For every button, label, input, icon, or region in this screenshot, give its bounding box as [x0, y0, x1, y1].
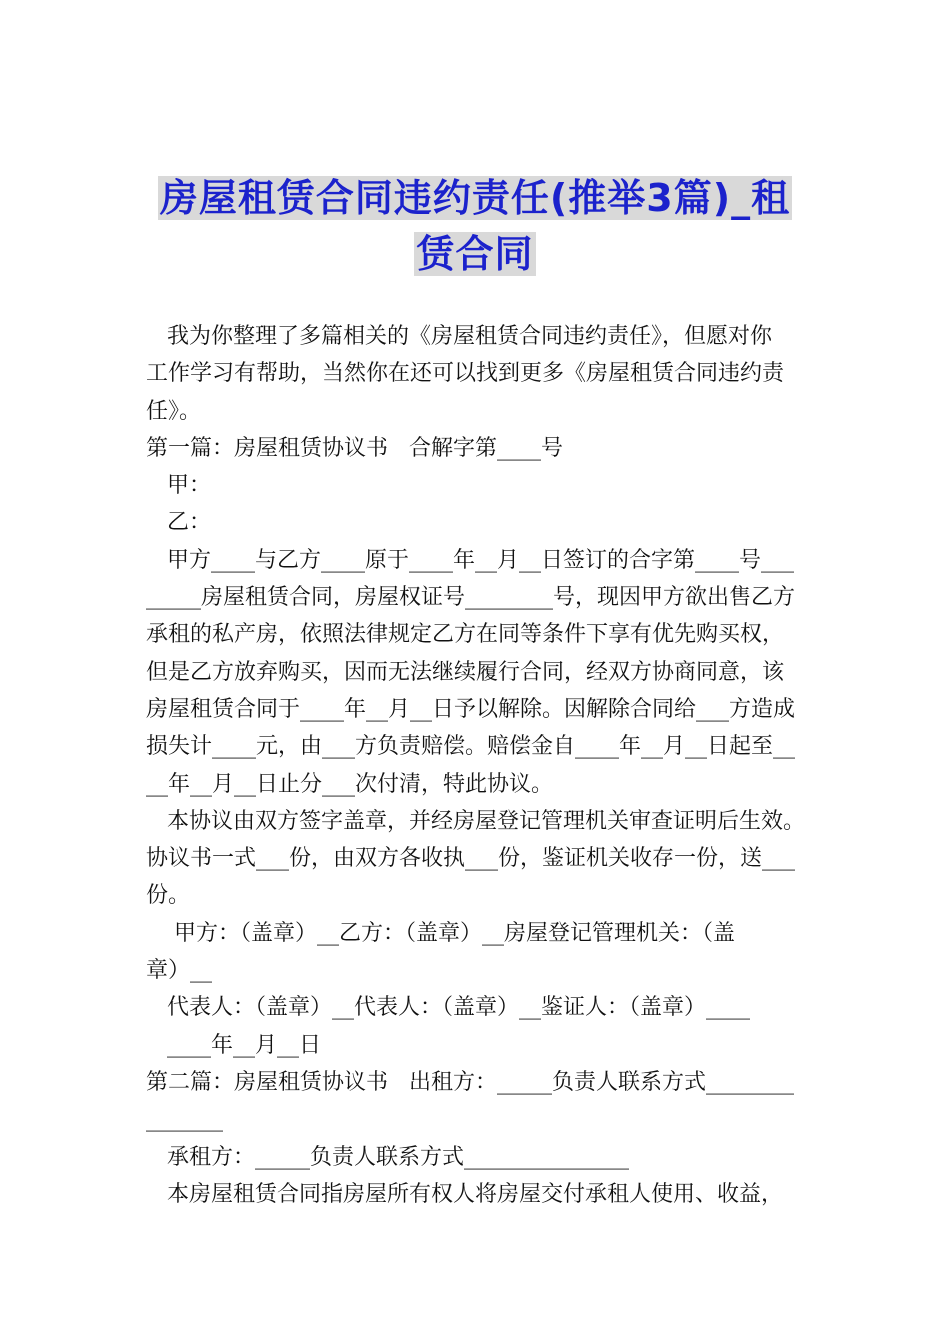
- body-line: 房屋租赁合同于____年__月__日予以解除。因解除合同给___方造成: [146, 696, 796, 722]
- body-line: 乙：: [146, 510, 211, 536]
- document-body: [146, 318, 826, 1213]
- body-line: _______: [146, 1107, 223, 1133]
- body-line: 份。: [146, 883, 191, 909]
- body-line: 代表人：（盖章）__代表人：（盖章）__鉴证人：（盖章）____: [146, 995, 750, 1021]
- body-line: 章）__: [146, 958, 213, 984]
- title-line-1: 房屋租赁合同违约责任(推举3篇)_租: [159, 176, 791, 220]
- body-line: 但是乙方放弃购买，因而无法继续履行合同，经双方协商同意，该: [146, 659, 785, 685]
- body-line: 第一篇：房屋租赁协议书 合解字第____号: [146, 435, 563, 461]
- body-line: 本房屋租赁合同指房屋所有权人将房屋交付承租人使用、收益，: [146, 1181, 783, 1207]
- body-line: 第二篇：房屋租赁协议书 出租方：_____负责人联系方式________: [146, 1069, 794, 1095]
- body-line: 甲方____与乙方____原于____年__月__日签订的合字第____号___: [146, 547, 794, 573]
- body-line: 损失计____元，由___方负责赔偿。赔偿金自____年__月__日起至__: [146, 734, 796, 760]
- title-line-2: 赁合同: [416, 232, 534, 276]
- body-line: 甲方：（盖章）__乙方：（盖章）__房屋登记管理机关：（盖: [146, 920, 735, 946]
- body-line: 协议书一式___份，由双方各收执___份，鉴证机关收存一份，送___: [146, 846, 796, 872]
- body-line: 甲：: [146, 473, 211, 499]
- body-line: 承租的私产房，依照法律规定乙方在同等条件下享有优先购买权，: [146, 622, 785, 648]
- body-line: _____房屋租赁合同，房屋权证号________号，现因甲方欲出售乙方: [146, 585, 796, 611]
- document-title: [100, 170, 850, 282]
- body-line: 工作学习有帮助，当然你在还可以找到更多《房屋租赁合同违约责: [146, 361, 785, 387]
- body-line: __年__月__日止分___次付清，特此协议。: [146, 771, 554, 797]
- body-line: ____年__月__日: [146, 1032, 321, 1058]
- body-line: 本协议由双方签字盖章，并经房屋登记管理机关审查证明后生效。: [146, 808, 805, 834]
- body-line: 任》。: [146, 398, 202, 424]
- body-line: 承租方：_____负责人联系方式_______________: [146, 1144, 629, 1170]
- body-line: 我为你整理了多篇相关的《房屋租赁合同违约责任》，但愿对你: [146, 324, 772, 349]
